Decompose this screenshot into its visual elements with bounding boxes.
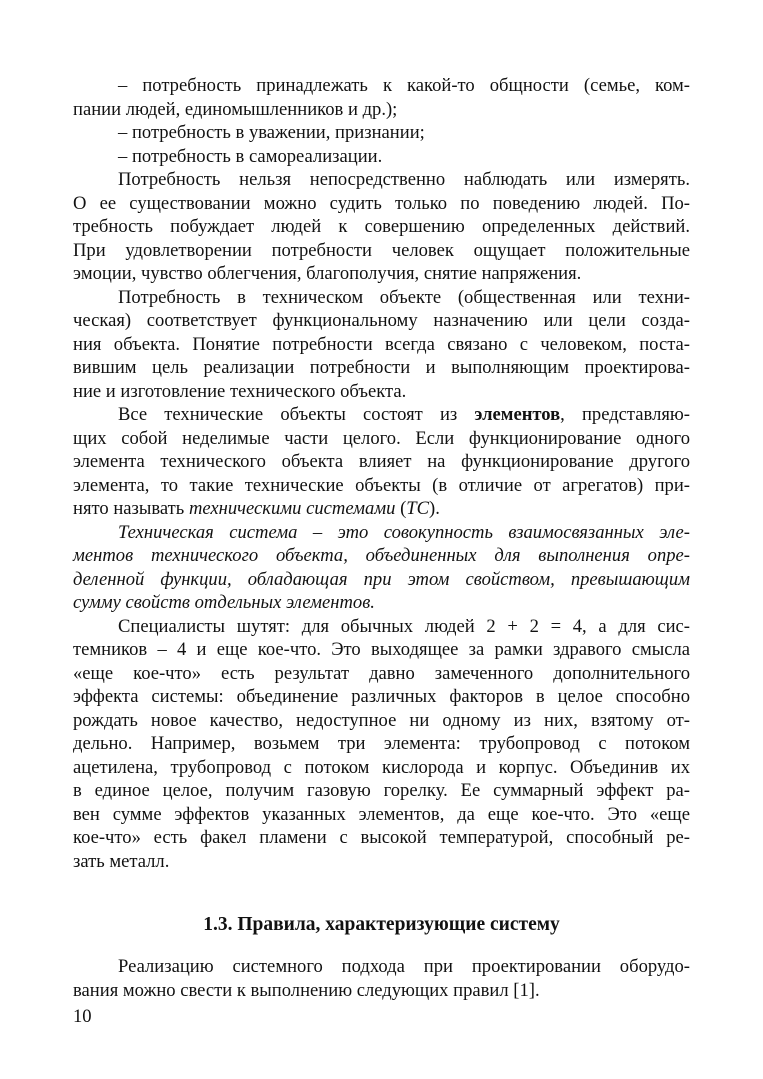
text-segment: вившим цель реализации потребности и выполняющим проектирова- [73, 357, 690, 378]
text-line [73, 568, 690, 592]
text-line [73, 497, 690, 521]
text-line [73, 286, 690, 310]
text-line [73, 427, 690, 451]
text-line [73, 74, 690, 98]
text-line [73, 121, 690, 145]
text-line [73, 98, 690, 122]
text-segment: При удовлетворении потребности человек ощущает положительные [73, 239, 690, 261]
paragraph [73, 121, 690, 145]
text-line [73, 239, 690, 263]
body-text [73, 74, 690, 873]
text-segment: дельно. Например, возьмем три элемента: трубопровод с потоком [73, 733, 690, 754]
text-segment: темников – 4 и еще кое-что. Это выходящее за рамки здравого смысла [73, 639, 690, 660]
text-line [73, 826, 690, 850]
text-line [73, 955, 690, 979]
text-line [73, 380, 690, 404]
text-line [73, 521, 690, 545]
text-segment: О ее существовании можно судить только по поведению людей. По- [73, 192, 690, 214]
text-line [73, 979, 690, 1003]
text-segment: – потребность в уважении, признании; [118, 122, 425, 143]
text-segment: эмоции, чувство облегчения, благополучия, снятие напряжения. [73, 263, 582, 284]
paragraph [73, 403, 690, 521]
text-line [73, 356, 690, 380]
text-line [73, 709, 690, 733]
text-segment: Реализацию системного подхода при проектировании оборудо- [118, 956, 690, 977]
text-segment: ческая) соответствует функциональному назначению или цели созда- [73, 310, 690, 331]
section-intro-text [73, 955, 690, 1002]
text-line [73, 145, 690, 169]
text-line [73, 756, 690, 780]
paragraph [73, 955, 690, 1002]
text-line [73, 615, 690, 639]
text-segment: ние и изготовление технического объекта. [73, 380, 407, 402]
text-segment: ( [395, 498, 407, 519]
text-segment: Все технические объекты состоят из [118, 404, 475, 425]
text-segment: требность побуждает людей к совершению определенных действий. [73, 216, 690, 237]
page-number: 10 [73, 1006, 92, 1027]
text-segment: «еще кое-что» есть результат давно замеченного дополнительного [73, 662, 690, 684]
text-segment: Потребность нельзя непосредственно наблюдать или измерять. [118, 169, 690, 190]
text-segment: вания можно свести к выполнению следующих правил [1]. [73, 979, 540, 1001]
italic-text: техническими системами [188, 498, 396, 519]
text-segment: пании людей, единомышленников и др.); [73, 98, 398, 120]
text-segment: , представляю- [560, 404, 690, 425]
text-segment: вен сумме эффектов указанных элементов, да еще кое-что. Это «еще [73, 803, 690, 825]
text-segment: Потребность в техническом объекте (общественная или техни- [118, 286, 690, 308]
text-line [73, 662, 690, 686]
text-line [73, 803, 690, 827]
text-line [73, 544, 690, 568]
text-segment: рождать новое качество, недоступное ни одному из них, взятому от- [73, 709, 690, 731]
text-line [73, 309, 690, 333]
text-line [73, 850, 690, 874]
paragraph [73, 145, 690, 169]
text-line [73, 262, 690, 286]
text-segment: – потребность принадлежать к какой-то общности (семье, ком- [118, 75, 690, 96]
text-line [73, 192, 690, 216]
text-segment: зать металл. [73, 850, 170, 872]
text-segment: в единое целое, получим газовую горелку. Ее суммарный эффект ра- [73, 780, 690, 801]
text-segment: ния объекта. Понятие потребности всегда связано с человеком, поста- [73, 333, 690, 355]
text-segment: – потребность в самореализации. [118, 145, 383, 167]
text-line [73, 168, 690, 192]
paragraph [73, 74, 690, 121]
text-line [73, 732, 690, 756]
paragraph [73, 286, 690, 404]
paragraph [73, 615, 690, 874]
text-line [73, 450, 690, 474]
text-line [73, 638, 690, 662]
italic-text: сумму свойств отдельных элементов. [73, 592, 375, 613]
italic-text: Техническая система – это совокупность взаимосвязанных эле- [118, 521, 690, 543]
paragraph [73, 168, 690, 286]
text-segment: ацетилена, трубопровод с потоком кислорода и корпус. Объединив их [73, 756, 690, 778]
italic-text: деленной функции, обладающая при этом свойством, превышающим [73, 568, 690, 590]
text-segment: эффекта системы: объединение различных факторов в целое способно [73, 686, 690, 707]
text-segment: нято называть [73, 498, 189, 519]
text-segment: кое-что» есть факел пламени с высокой температурой, способный ре- [73, 827, 690, 848]
text-segment: элемента, то такие технические объекты (в отличие от агрегатов) при- [73, 474, 690, 496]
text-line [73, 403, 690, 427]
text-line [73, 215, 690, 239]
text-line [73, 685, 690, 709]
italic-text: ТС [406, 498, 430, 519]
bold-term: элементов [474, 404, 561, 425]
text-line [73, 474, 690, 498]
section-heading: 1.3. Правила, характеризующие систему [203, 914, 560, 935]
paragraph [73, 521, 690, 615]
text-segment: Специалисты шутят: для обычных людей 2 + 2 = 4, а для сис- [118, 615, 690, 637]
text-segment: ). [429, 498, 440, 519]
text-segment: элемента технического объекта влияет на функционирование другого [73, 451, 690, 472]
text-line [73, 779, 690, 803]
text-line [73, 591, 690, 615]
italic-text: ментов технического объекта, объединенных для выполнения опре- [73, 545, 690, 566]
text-segment: щих собой неделимые части целого. Если функционирование одного [73, 427, 690, 449]
text-line [73, 333, 690, 357]
